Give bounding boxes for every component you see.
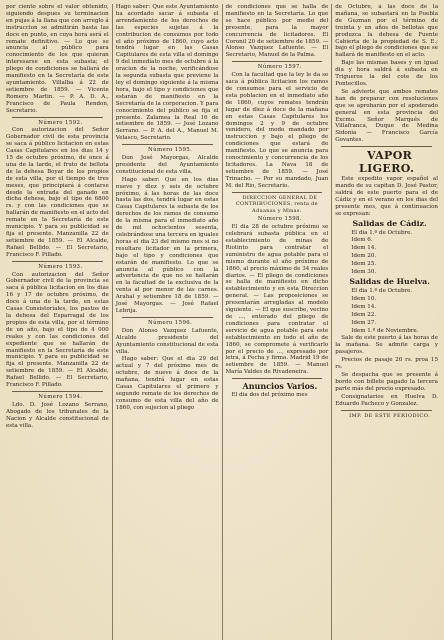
list-item: Idem 27. (351, 319, 377, 326)
notice-number: Número 1596. (147, 319, 193, 326)
column-1 (3, 4, 113, 640)
notice-text: Ldo. D. José Lozano Serrano, Abogado de los tribunales de la Nacion y Alcalde constitucional de esta villa. (6, 401, 109, 429)
notice-number: Número 1594. (38, 393, 83, 400)
divider (232, 378, 323, 379)
list-item: Idem 1.º de Noviembre. (351, 327, 419, 334)
notice-text: Hago saber: Que este Ayuntamiento ha acordado sacar á subasta el arrendamiento de los derechos de las especies sujetas á la contribucion de consumos por todo el año próximo de 1860, cuyo acto tendrá lugar en las Casas Capitulares de esta villa el domingo 9 del inmediato mes de octubre á la oracion de la noche, verificándose la segunda subasta que previene la ley el domingo siguiente á la misma hora, bajo el tipo y condiciones que estarán de manifiesto en la Secretaría de la corporacion. Y para conocimiento del público se fija el presente. Zalamea la Real 16 de setiembre de 1859. — José Lozano Serrano. — P. A. del A., Manuel M. Velasco, Secretario. (115, 4, 219, 142)
divider (122, 144, 213, 145)
section-heading: Salidas de Huelva. (349, 277, 430, 286)
section-heading: DIRECCION GENERAL DE CONTRIBUCIONES, renta de Aduanas y Minas. (235, 194, 318, 215)
notice-text: Consignatarios en Huelva D. Eduardo Pacheco y Gonzalez. (335, 393, 438, 407)
divider (122, 317, 213, 318)
cadiz-schedule (335, 230, 438, 276)
notice-text: Sale de este puerto á las horas de la mañana. Se admite carga y pasajeros. (335, 335, 438, 356)
column-3 (223, 4, 333, 640)
list-item: Idem 25. (351, 261, 377, 268)
section-heading: Salidas de Cádiz. (352, 218, 427, 228)
notice-number: Número 1592. (38, 119, 83, 126)
list-item: El dia 1.º de Octubre. (351, 229, 413, 236)
list-item: Idem 20. (351, 253, 377, 260)
list-item: Idem 10. (351, 295, 377, 302)
notice-text: de condiciones que se halla de manifiesto en la Secretaría. Lo que se hace público por medio del presente, para la mayor concurrencia de licitadores. El Coronil 20 de setiembre de 1859. — Alonso Vazquez Lafuente. — El Secretario, Manuel de la Palma. (225, 4, 329, 59)
list-item: El dia 1.º de Octubre. (351, 288, 413, 294)
divider (12, 391, 103, 392)
list-item: Idem 14. (351, 245, 377, 252)
divider (232, 61, 323, 62)
notice-text: Precios de pasaje 20 rs. proa 15 rs. (335, 357, 438, 371)
notice-text: Se advierte que ambos remates han de preparar con resoluciones que se aprobarán por el apoderado general en esta provincia del Excmo. Señor Marqués de Villafranca, Duque de Medina Sidonia — Francisco García Govantes. (335, 88, 438, 144)
divider (341, 146, 432, 147)
notice-text: Con la facultad que la ley le da se saca á pública licitacion los ramos de consumos para el servicio de esta poblacion en el inmediato año de 1860, cuyos remates tendrán lugar de diez á doce de la mañana en estas Casas Capitulares los domingos 2 y 9 de octubre venidero, del modo mandado por instruccion y bajo el pliego de condiciones que estará de manifiesto. Lo que se anuncia para conocimiento y concurrencia de los licitadores. La Nava 18 de setiembre de 1859. — José Trinacho. — Por su mandado, Juan M. del Rio, Secretario. (225, 72, 329, 189)
notice-number: Número 1598. (257, 216, 302, 223)
notice-text: por ciento sobre el valor obtenido, siguiendo despues su terminacion en pujas á la llana que con arreglo á instruccion se admitirán hasta las doce en punto, en cuya hora será el remate definitivo. — Lo que se anuncia al público para conocimiento de los que quieran interesarse en esta subasta; el pliego de condiciones se hallará de manifiesto en la Secretaría de este ayuntamiento. Villalba á 22 de setiembre de 1859. — Vicente Romero Martin. — P. A. D. A., Francisco de Paula Rendon, Secretario. (6, 4, 109, 114)
list-item: Idem 30. (351, 269, 377, 276)
column-2 (113, 4, 223, 640)
notice-number: Número 1597. (257, 64, 302, 71)
notice-text: de Octubre, á las doce de la mañana, se subastará en la Puebla de Guzman por el término de treinta y un años de bellotas que produzca la dehesa de Fuente Cabierta de la propiedad de S. E.; bajo el pliego de condiciones que se hallará de manifiesto en el acto. (335, 4, 438, 59)
notice-text: Don José Mayorgas, Alcalde presidente del Ayuntamiento constitucional de esta villa. (115, 155, 219, 175)
notice-text: El dia 28 de octubre próximo se celebrará subasta pública en el establecimiento de minas de Riotinto para contratar el suministro de agua potable para el mismo durante el año próximo de 1860, al precio máximo de 34 reales diarios. — El pliego de condiciones se halla de manifiesto en dicho establecimiento y en esta Direccion general. — Las proposiciones se presentarán arregladas al modelo siguiente. — El que suscribe, vecino de ..., enterado del pliego de condiciones para contratar el servicio de agua potable para este establecimiento en todo el año de 1860, se compromete á verificarlo por el precio de ..., expresado por letra, á Fecha y firma. Madrid 19 de setiembre de 1859. — Manuel María Valdes de Rivadeneira. (225, 224, 329, 376)
notice-text: Hago saber: Que en los dias nueve y diez y seis de octubre próximo, á las horas de las doce hasta las dos, tendrá lugar en estas Casas Capitulares la subasta de los derechos de los ramos de consumo de la misma para el inmediato año de mil ochocientos sesenta, celebrándose una tercera en iguales horas el dia 23 del mismo mes si no resultare licitador en la primera, bajo el tipo y condiciones que estarán de manifiesto. Lo que se anuncia al público con la advertencia de que no se hallarán en la facultad de la exclusiva de la venta al por menor de las carnes. Arahal y setiembre 18 de 1859. — José Mayorgas. — José Rafael Lebrija. (115, 176, 219, 314)
notice-text: Bajo las mismas bases y en igual dia y hora saldrá á subasta en Trigueros la del cote de los Pontecillos. (335, 60, 438, 87)
column-4 (332, 4, 441, 640)
list-item: Idem 6. (351, 237, 373, 244)
notice-text: Este expedito vapor español al mando de su capitan D. José Pastor, saldrá de este puerto para el de Cádiz y en el verano en los dias del presente mes, que á continuacion se expresan: (335, 176, 438, 217)
divider (341, 410, 432, 411)
notice-text: Con autorizacion del Señor Gobernador civil de esta provincia se saca á público licitacion en estas Casas Capitulares en los dias 14 y 15 de octubre próximo, de once á una de la tarde, el fruto de bellota de la dehesa Boyar de los propios de esta villa, por el tiempo de tres meses, que principiará á contarse desde la entrada del ganado en dicha dehesa, bajo el tipo de 6800 rs. y con las condiciones que se hallarán de manifiesto en el acto del remate en la Secretaría de este municipio. Y para su publicidad se fija el presente. Manzanilla 22 de setiembre de 1859. — El Alcalde, Rafael Bellido. — El Secretario, Francisco F. Pillado. (6, 127, 109, 258)
section-heading: VAPOR LIGERO. (358, 149, 415, 176)
huelva-schedule (335, 288, 438, 334)
notice-number: Número 1595. (147, 147, 193, 154)
printer-imprint: IMP. DE ESTE PERIODICO. (349, 412, 431, 419)
notice-text: Con autorizacion del Señor Gobernador civil de la provincia se saca á pública licitacion en los dias 16 y 17 de octubre próximo, de doce á una de la tarde, en estas Casas Consistoriales, los pastos de la dehesa del Esparragal de los propios de esta villa, por el término de un año, bajo el tipo de 4 000 reales y con las condiciones del expediente que se hallarán de manifiesto en la Secretaría de este municipio. Y para su publicidad se fija el presente. Manzanilla 22 de setiembre de 1859. — El Alcalde, Rafael Bellido. — El Secretario, Francisco F. Pillado. (6, 271, 109, 389)
notice-text: El dia dos del próximo mes (231, 392, 308, 399)
divider (232, 192, 323, 193)
notice-text: Se despacha que se presente á bordo con billete pagado la tercera parte más del precio expresado. (335, 371, 438, 392)
divider (12, 261, 103, 262)
list-item: Idem 22. (351, 311, 377, 318)
divider (12, 117, 103, 118)
section-heading: Anuncios Varios. (242, 381, 318, 392)
notice-text: Hago saber: Que el dia 29 del actual y 7 del próximo mes de octubre, de nueve á doce de la mañana, tendrá lugar en estas Casas Capitulares el primero y segundo remate de los derechos de consumo de esta villa del año de 1860, con sujecion al pliego (115, 356, 219, 411)
notice-number: Número 1593. (38, 263, 83, 270)
list-item: Idem 14. (351, 303, 377, 310)
notice-text: Don Alonso Vazquez Lafuente, Alcalde presidente del Ayuntamiento constitucional de esta villa. (115, 327, 219, 355)
